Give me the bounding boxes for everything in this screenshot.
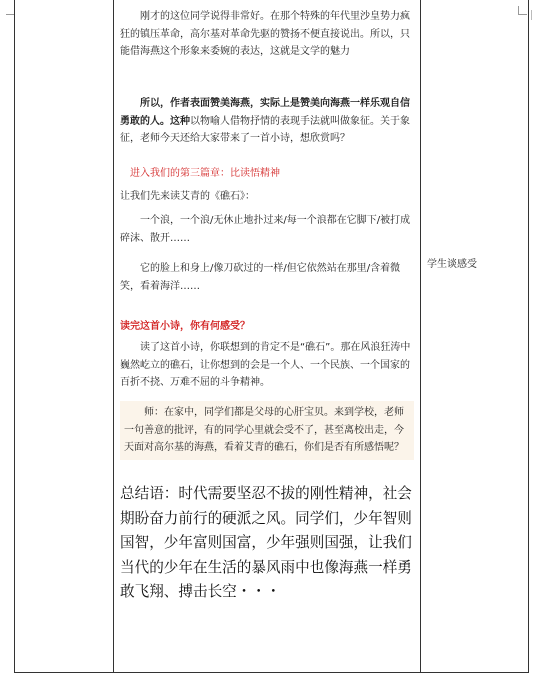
paragraph-symbolism: [120, 95, 414, 148]
answer-paragraph: 读了这首小诗，你联想到的肯定不是“礁石”。那在风浪狂涛中巍然屹立的礁石，让你想到的会是一个人、一个民族、一个国家的百折不挠、万难不屈的斗争精神。: [120, 342, 411, 389]
lesson-table: [14, 0, 529, 673]
left-column-cell: [15, 0, 114, 672]
teaching-content-cell: [114, 0, 421, 672]
poem-intro: 让我们先来读艾青的《礁石》：: [120, 191, 255, 202]
symbolism-bold-text: 所以，作者表面赞美海燕，实际上是赞美向海燕一样乐观自信勇敢的人。这种: [120, 98, 410, 127]
poem-stanza-2: 它的脸上和身上/像刀砍过的一样/但它依然站在那里/含着微笑，看着海洋……: [120, 263, 401, 292]
scroll-indicator[interactable]: [531, 10, 532, 20]
summary-paragraph: 总结语：时代需要坚忍不拔的刚性精神，社会期盼奋力前行的硬派之风。同学们，少年智则国智，少年富则国富，少年强则国强，让我们当代的少年在生活的暴风雨中也像海燕一样勇敢飞翔、搏击长空・・・: [120, 485, 412, 601]
section-title: 进入我们的第三篇章：比读悟精神: [130, 168, 280, 179]
teacher-paragraph: 师：在家中，同学们都是父母的心肝宝贝。来到学校，老师一句善意的批评，有的同学心里就会受不了，甚至离校出走，今天面对高尔基的海燕，看着艾青的礁石，你们是否有所感悟呢？: [120, 401, 414, 460]
question-heading: 读完这首小诗，你有何感受？: [120, 321, 250, 332]
paragraph-literature-charm: 刚才的这位同学说得非常好。在那个特殊的年代里沙皇势力疯狂的镇压革命，高尔基对革命先驱的赞扬不便直接说出。所以，只能借海燕这个形象来委婉的表达，这就是文学的魅力: [120, 11, 410, 58]
student-activity-note: 学生谈感受: [427, 259, 477, 270]
activity-column-cell: [421, 0, 528, 672]
poem-stanza-1: 一个浪，一个浪/无休止地扑过来/每一个浪都在它脚下/被打成碎沫、散开……: [120, 215, 411, 244]
symbolism-rest-text: 以物喻人借物抒情的表现手法就叫做象征。关于象征，老师今天还给大家带来了一首小诗，想欣赏吗？: [120, 115, 410, 145]
